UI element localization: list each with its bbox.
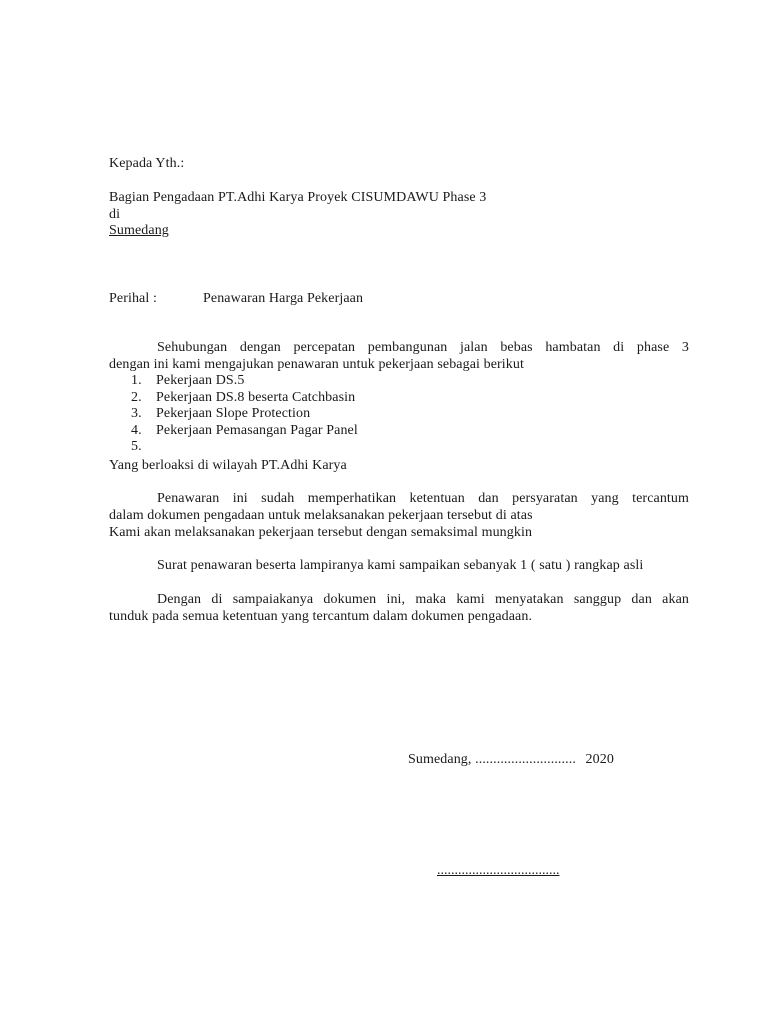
- paragraph-4: [109, 591, 689, 625]
- list-item-number: 3.: [131, 406, 142, 421]
- list-item-text: Pekerjaan DS.5: [156, 373, 245, 388]
- intro-rest: dengan ini kami mengajukan penawaran untuk pekerjaan sebagai berikut: [109, 357, 524, 372]
- list-item-number: 2.: [131, 389, 142, 405]
- list-item-text: Pekerjaan Pemasangan Pagar Panel: [156, 422, 358, 438]
- list-item: [131, 406, 358, 423]
- date-year: 2020: [585, 752, 614, 767]
- list-item: [131, 390, 358, 407]
- intro-paragraph: [109, 339, 689, 373]
- paragraph-2-line-2: dalam dokumen pengadaan untuk melaksanakan pekerjaan tersebut di atas: [109, 508, 533, 523]
- list-item: [131, 373, 358, 390]
- list-item: [131, 439, 358, 456]
- recipient-organization: Bagian Pengadaan PT.Adhi Karya Proyek CISUMDAWU Phase 3: [109, 190, 487, 205]
- place-name: Sumedang,: [408, 752, 472, 767]
- paragraph-3: Surat penawaran beserta lampiranya kami sampaikan sebanyak 1 ( satu ) rangkap asli: [157, 558, 644, 573]
- recipient-city: Sumedang: [109, 223, 169, 238]
- recipient-di: di: [109, 207, 121, 222]
- intro-first-line: Sehubungan dengan percepatan pembangunan jalan bebas hambatan di phase 3: [157, 340, 689, 355]
- paragraph-4-first-line: Dengan di sampaiakanya dokumen ini, maka kami menyatakan sanggup dan akan: [157, 592, 689, 607]
- paragraph-2: [109, 490, 689, 541]
- signature-line: ...................................: [437, 863, 560, 878]
- work-items-list: [131, 373, 358, 456]
- subject-label: Perihal :: [109, 291, 157, 306]
- subject-value: Penawaran Harga Pekerjaan: [203, 291, 364, 306]
- salutation: Kepada Yth.:: [109, 156, 185, 171]
- list-item: [131, 423, 358, 440]
- list-item-number: 4.: [131, 422, 142, 438]
- paragraph-2-line-3: Kami akan melaksanakan pekerjaan tersebut dengan semaksimal mungkin: [109, 525, 533, 540]
- date-placeholder: ............................: [475, 752, 576, 767]
- list-item-text: Pekerjaan DS.8 beserta Catchbasin: [156, 389, 356, 405]
- paragraph-4-rest: tunduk pada semua ketentuan yang tercantum dalam dokumen pengadaan.: [109, 609, 533, 624]
- list-item-text: Pekerjaan Slope Protection: [156, 406, 311, 421]
- list-item-number: 1.: [131, 373, 142, 388]
- place-date: [408, 751, 614, 768]
- list-item-number: 5.: [131, 439, 142, 454]
- paragraph-2-first-line: Penawaran ini sudah memperhatikan ketentuan dan persyaratan yang tercantum: [157, 491, 689, 506]
- location-note: Yang berloaksi di wilayah PT.Adhi Karya: [109, 458, 347, 473]
